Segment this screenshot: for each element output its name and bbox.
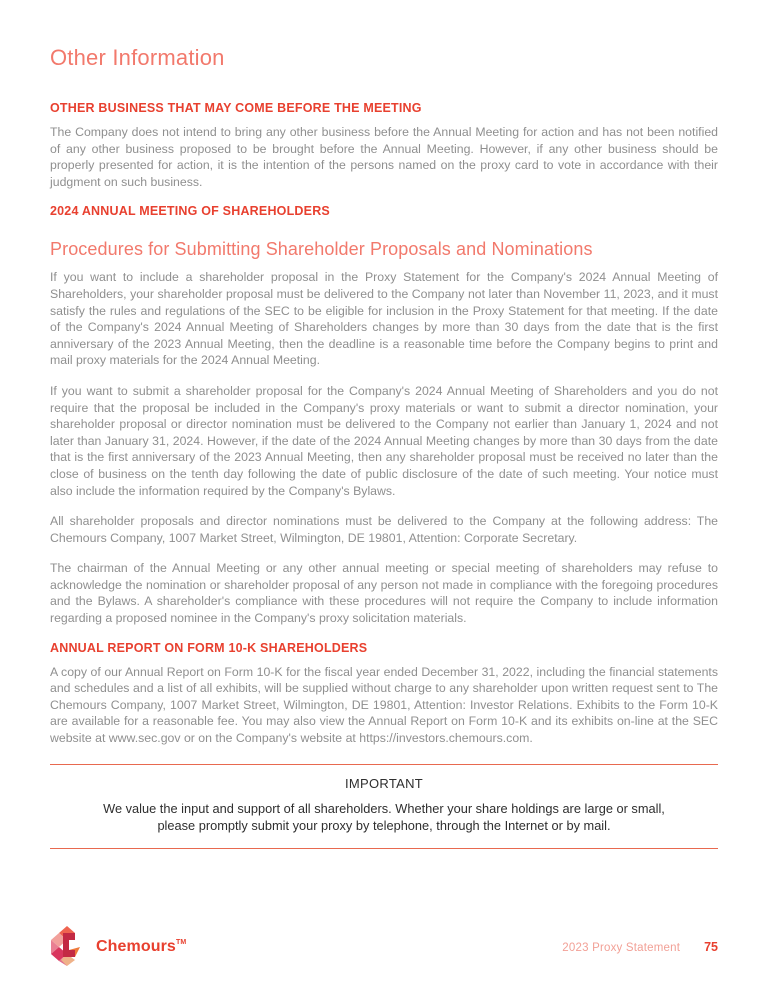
important-notice-body: We value the input and support of all shareholders. Whether your share holdings are large or small, please promptly submit your proxy by telephone, through the Internet or by mail.	[103, 800, 665, 833]
footer-pagination	[562, 940, 718, 954]
chemours-logo-icon	[50, 926, 88, 967]
page-number: 75	[704, 939, 718, 954]
page-footer	[50, 926, 718, 967]
heading-2024-annual-meeting: 2024 ANNUAL MEETING OF SHAREHOLDERS	[50, 204, 330, 219]
paragraph-proposal-inclusion: If you want to include a shareholder proposal in the Proxy Statement for the Company's 2024 Annual Meeting of Shareholders, your shareholder proposal must be delivered to the Company not later than November 11, 2023, and it must satisfy the rules and regulations of the SEC to be eligible for inclusion in the Proxy Statement for that meeting. If the date of the Company's 2024 Annual Meeting of Shareholders changes by more than 30 days from the date that is the first anniversary of the 2023 Annual Meeting, then the deadline is a reasonable time before the Company begins to print and mail proxy materials for the 2024 Annual Meeting.	[50, 270, 718, 368]
paragraph-proposal-submission: If you want to submit a shareholder proposal for the Company's 2024 Annual Meeting of Shareholders and you do not require that the proposal be included in the Company's proxy materials or want to submit a director nomination, your shareholder proposal or director nomination must be delivered to the Company not earlier than January 1, 2024 and not later than January 31, 2024. However, if the date of the 2024 Annual Meeting changes by more than 30 days from the date that is the first anniversary of the 2023 Annual Meeting, then any shareholder proposal must be received no later than the close of business on the tenth day following the date of public disclosure of the date of such meeting. Your notice must also include the information required by the Company's Bylaws.	[50, 383, 718, 498]
subtitle-procedures: Procedures for Submitting Shareholder Proposals and Nominations	[50, 239, 593, 260]
important-notice-box	[50, 764, 718, 849]
document-label: 2023 Proxy Statement	[562, 941, 681, 954]
heading-annual-report-10k: ANNUAL REPORT ON FORM 10-K SHAREHOLDERS	[50, 640, 368, 655]
paragraph-other-business: The Company does not intend to bring any other business before the Annual Meeting for action and has not been notified of any other business proposed to be brought before the Annual Meeting. However, if any other business should be properly presented for action, it is the intention of the persons named on the proxy card to vote in accordance with their judgment on such business.	[50, 125, 718, 189]
chemours-brand	[50, 926, 186, 967]
page-title: Other Information	[50, 45, 225, 70]
page-content	[0, 45, 768, 747]
heading-other-business: OTHER BUSINESS THAT MAY COME BEFORE THE MEETING	[50, 101, 422, 115]
important-notice-title: IMPORTANT	[344, 775, 424, 791]
chemours-wordmark	[96, 938, 186, 956]
paragraph-chairman-refusal: The chairman of the Annual Meeting or any other annual meeting or special meeting of shareholders may refuse to acknowledge the nomination or shareholder proposal of any person not made in compliance with the foregoing procedures and the Bylaws. A shareholder's compliance with these procedures will not require the Company to include information regarding a proposed nominee in the Company's proxy solicitation materials.	[50, 561, 718, 626]
trademark-symbol: TM	[175, 938, 187, 946]
paragraph-delivery-address: All shareholder proposals and director nominations must be delivered to the Company at the following address: The Chemours Company, 1007 Market Street, Wilmington, DE 19801, Attention: Corporate Secretary.	[50, 514, 718, 545]
chemours-wordmark-text: Chemours	[96, 937, 176, 955]
paragraph-annual-report-10k: A copy of our Annual Report on Form 10-K for the fiscal year ended December 31, 2022, including the financial statements and schedules and a list of all exhibits, will be supplied without charge to any shareholder upon written request sent to The Chemours Company, 1007 Market Street, Wilmington, DE 19801, Attention: Investor Relations. Exhibits to the Form 10-K are available for a reasonable fee. You may also view the Annual Report on Form 10-K and its exhibits on-line at the SEC website at www.sec.gov or on the Company's website at https://investors.chemours.com.	[50, 664, 718, 746]
